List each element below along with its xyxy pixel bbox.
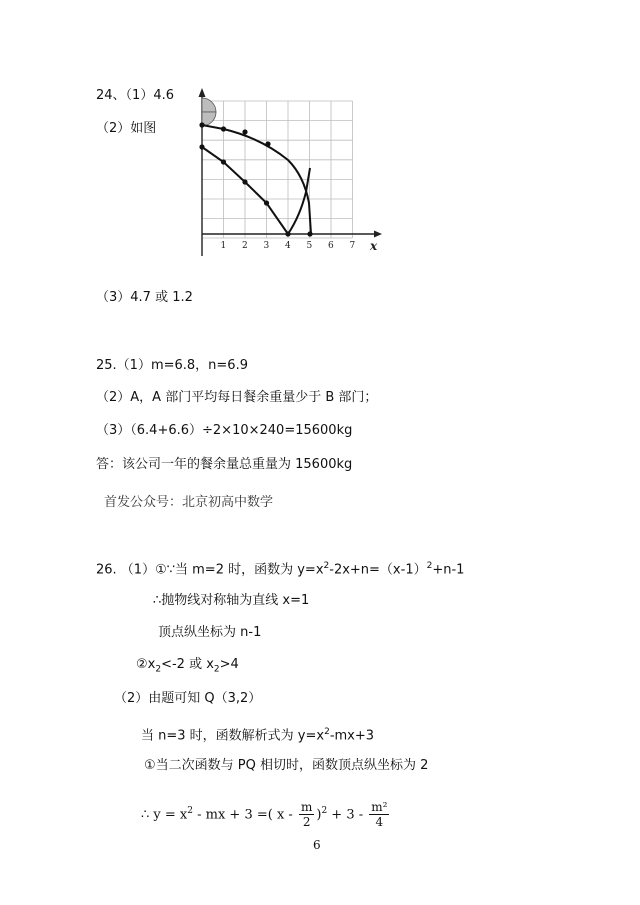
q24-part3: （3）4.7 或 1.2 [96,290,193,305]
q26-tangent-case: ①当二次函数与 PQ 相切时，函数顶点纵坐标为 2 [144,758,429,773]
q26-part1-2: $②x_2<-2$ 或 $x_2>4$ [136,657,239,675]
q26-part1: 26. （1）①∵当 m=2 时，函数为 $y=x^2-2x+n=(x-1)^2+n-1$ [96,561,465,578]
x-tick-5: 5 [306,241,313,251]
shaded-sector [202,98,216,112]
q25-answer: 答：该公司一年的餐余量总重量为 15600kg [96,457,353,472]
q26-function-expression: 当 n=3 时，函数解析式为 $y=x^2-mx+3$ [141,727,375,744]
publisher-note: 首发公众号：北京初高中数学 [104,495,274,510]
q25-part1: 25.（1）m=6.8，n=6.9 [96,358,248,373]
y-axis-arrow [199,88,206,97]
x-tick-1: 1 [220,241,227,251]
fraction-m2-over-4: $\frac{\text{m²}}{4}$ [371,800,388,830]
q24-graph [196,88,386,260]
q26-vertex-ordinate: 顶点纵坐标为 n-1 [158,625,262,640]
q26-completed-square: ∴ $y = x^2$ - mx + 3 =( x - $\frac{m}{2}$ )$^2$ + 3 - $\frac{\text{m²}}{4}$ [141,800,388,830]
q24-part1: 24、（1）4.6 [96,88,174,103]
x-tick-7: 7 [349,241,356,251]
x-tick-3: 3 [263,241,270,251]
q25-part2: （2）A，A 部门平均每日餐余重量少于 B 部门； [96,390,378,405]
x-axis-label: x [370,239,378,253]
curve-rising [288,168,310,234]
q24-part2: （2）如图 [96,121,157,136]
q25-part3: （3）（6.4+6.6）÷2×10×240=15600kg [96,423,353,438]
x-tick-4: 4 [285,241,291,251]
q26-axis-of-symmetry: ∴抛物线对称轴为直线 x=1 [153,593,310,608]
page-number: 6 [313,838,321,852]
fraction-m-over-2: $\frac{m}{2}$ [300,800,313,830]
q26-part2: （2）由题可知 Q（3,2） [114,691,262,706]
x-tick-6: 6 [328,241,334,251]
x-axis-arrow [374,231,382,238]
x-tick-2: 2 [242,241,248,251]
